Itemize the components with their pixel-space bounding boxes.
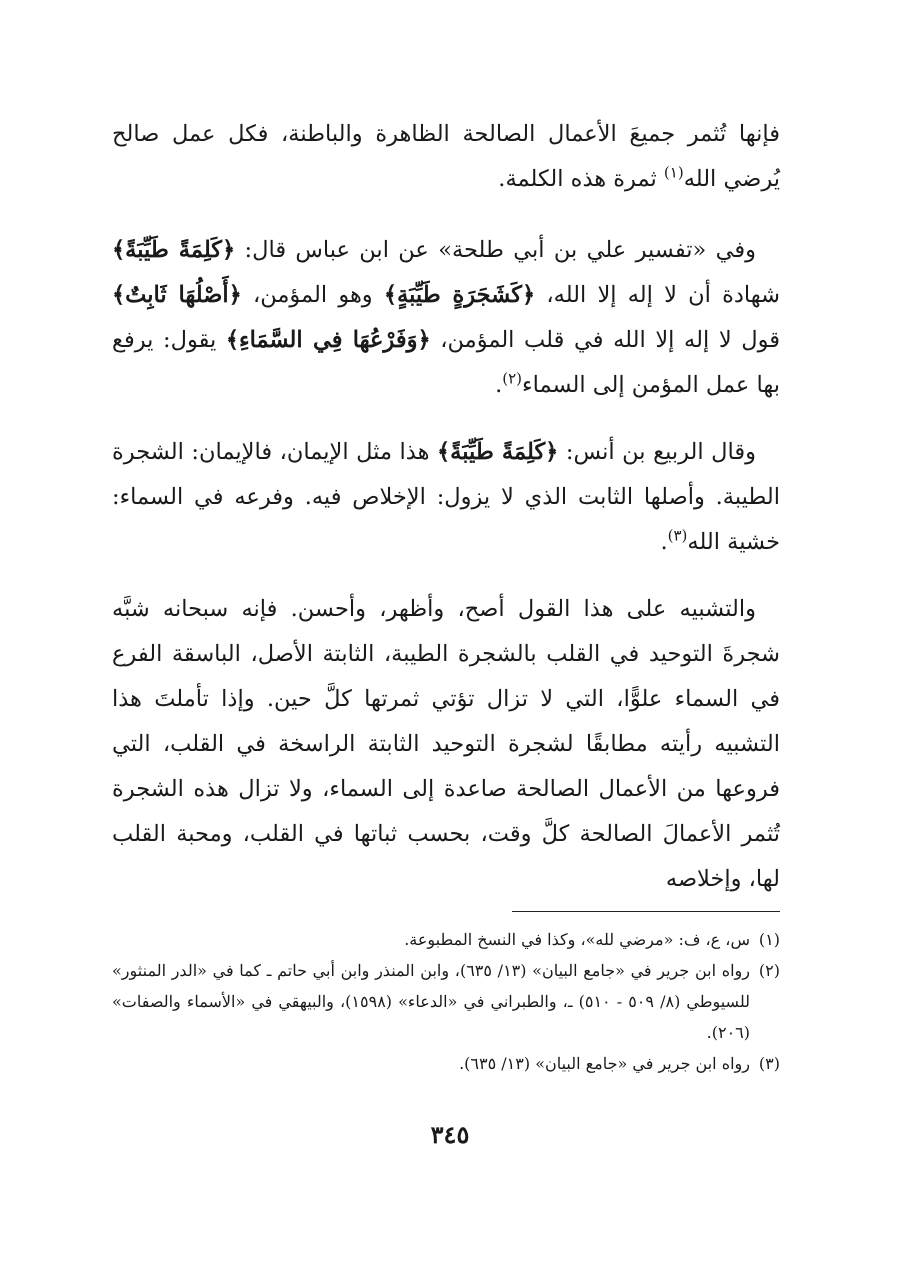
footnote-2 (112, 955, 780, 1048)
paragraph-3-text-2: هذا مثل الإيمان، فالإيمان: الشجرة الطيبة. وأصلها الثابت الذي لا يزول: الإخلاص فيه. وفرعه في السماء: خشية الله (112, 439, 780, 555)
paragraph-4 (112, 587, 780, 902)
paragraph-1 (112, 112, 780, 202)
paragraph-3 (112, 430, 780, 565)
quran-quote-5: ﴿كَلِمَةً طَيِّبَةً﴾ (437, 439, 559, 465)
quran-quote-2: ﴿كَشَجَرَةٍ طَيِّبَةٍ﴾ (383, 282, 536, 308)
paragraph-2-text-5: يقول: يرفع بها عمل المؤمن إلى السماء (112, 327, 780, 398)
paragraph-2 (112, 228, 780, 408)
paragraph-2-end: . (495, 372, 503, 398)
footnote-1 (112, 924, 780, 955)
page-number: ٣٤٥ (430, 1120, 470, 1149)
footnote-ref-3[interactable]: (٣) (667, 526, 688, 545)
paragraph-1-text: فإنها تُثمر جميعَ الأعمال الصالحة الظاهرة والباطنة، فكل عمل صالح يُرضي الله (112, 121, 780, 192)
footnote-number: (١) (758, 930, 780, 949)
paragraph-1-tail: ثمرة هذه الكلمة. (498, 166, 664, 192)
footnote-text: س، ع، ف: «مرضي لله»، وكذا في النسخ المطبوعة. (404, 930, 750, 949)
quran-quote-4: ﴿وَفَرْعُهَا فِي السَّمَاءِ﴾ (225, 327, 431, 353)
quran-quote-3: ﴿أَصْلُهَا ثَابِتٌ﴾ (112, 282, 242, 308)
paragraph-2-text-4: قول لا إله إلا الله في قلب المؤمن، (430, 327, 780, 353)
footnote-separator (512, 911, 780, 912)
paragraph-2-text-1: وفي «تفسير علي بن أبي طلحة» عن ابن عباس قال: (235, 237, 756, 263)
footnote-number: (٣) (758, 1054, 780, 1073)
paragraph-3-end: . (660, 529, 668, 555)
footnote-number: (٢) (758, 961, 780, 980)
page-body (112, 112, 780, 929)
footnote-ref-2[interactable]: (٢) (502, 369, 523, 388)
paragraph-4-text: والتشبيه على هذا القول أصح، وأظهر، وأحسن. فإنه سبحانه شبَّه شجرةَ التوحيد في القلب بالشجرة الطيبة، الثابتة الأصل، الباسقة الفرع في السماء علوًّا، التي لا تزال تؤتي ثمرتها كلَّ حين. وإذا تأملتَ هذا التشبيه رأيته مطابقًا لشجرة التوحيد الثابتة الراسخة في القلب، التي فروعها من الأعمال الصالحة صاعدة إلى السماء، ولا تزال هذه الشجرة تُثمر الأعمالَ الصالحة كلَّ وقت، بحسب ثباتها في القلب، ومحبة القلب لها، وإخلاصه (112, 596, 780, 892)
footnote-3 (112, 1048, 780, 1079)
paragraph-2-text-3: وهو المؤمن، (241, 282, 384, 308)
footnote-text: رواه ابن جرير في «جامع البيان» (١٣/ ٦٣٥). (459, 1054, 750, 1073)
paragraph-3-text-1: وقال الربيع بن أنس: (558, 439, 756, 465)
footnotes (112, 924, 780, 1079)
footnote-text: رواه ابن جرير في «جامع البيان» (١٣/ ٦٣٥)، وابن المنذر وابن أبي حاتم ـ كما في «الدر المنثور» للسيوطي (٨/ ٥٠٩ - ٥١٠) ـ، والطبراني في «الدعاء» (١٥٩٨)، والبيهقي في «الأسماء والصفات» (٢٠٦). (112, 961, 751, 1042)
quran-quote-1: ﴿كَلِمَةً طَيِّبَةً﴾ (112, 237, 236, 263)
footnote-ref-1[interactable]: (١) (663, 163, 684, 182)
paragraph-2-text-2: شهادة أن لا إله إلا الله، (535, 282, 780, 308)
